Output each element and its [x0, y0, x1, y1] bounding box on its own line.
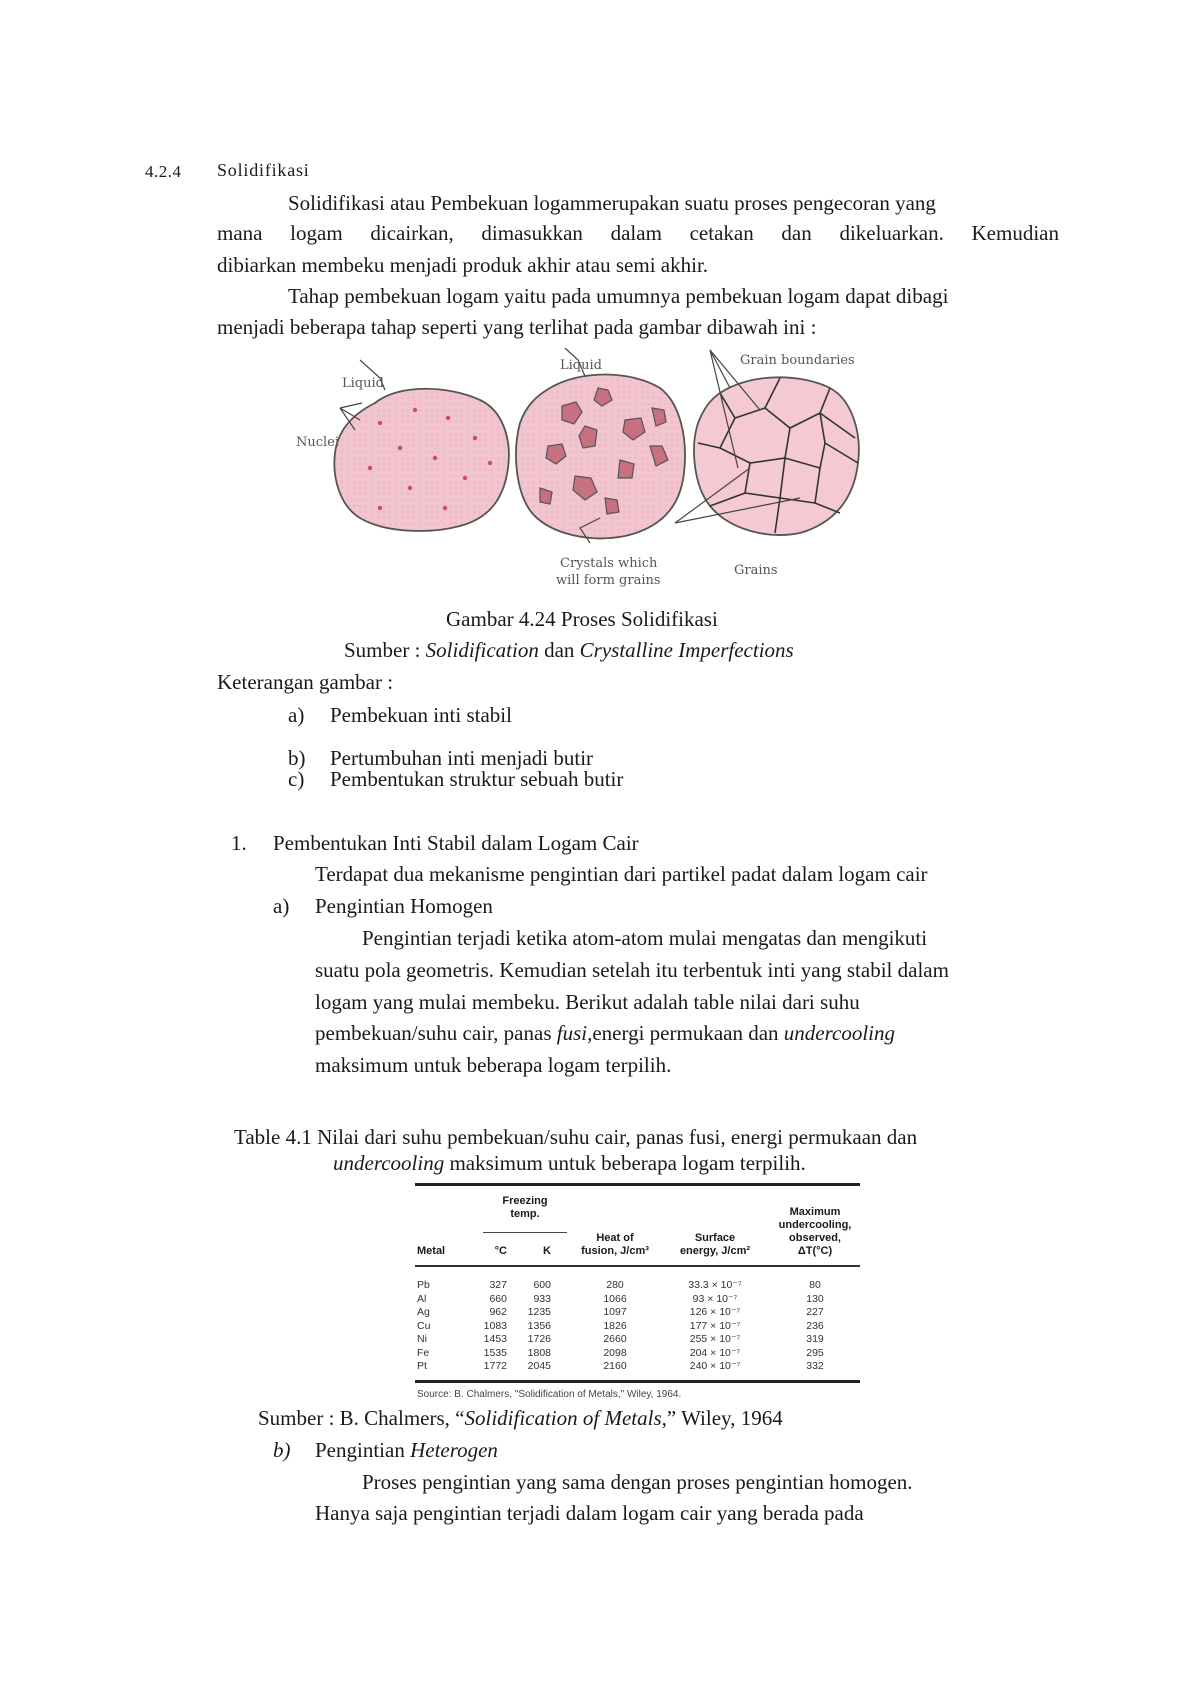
- label-crystals-line1: Crystals which: [560, 556, 658, 571]
- sub-b-line1: Proses pengintian yang sama dengan proses pengintian homogen.: [362, 1470, 913, 1494]
- table-top-rule: [415, 1183, 860, 1186]
- section-number: 4.2.4: [145, 162, 182, 181]
- table-cell-c: 1453: [483, 1333, 507, 1345]
- legend-marker-b: b): [288, 746, 306, 770]
- table-cell-k: 1808: [527, 1346, 551, 1359]
- table-cell-under: 130: [806, 1292, 824, 1305]
- table-cell-metal: Pt: [417, 1360, 427, 1372]
- sub1-title: Pembentukan Inti Stabil dalam Logam Cair: [273, 831, 639, 855]
- header-max-undercooling: Maximum undercooling, observed, ΔT(°C): [778, 1206, 852, 1257]
- section-title: Solidifikasi: [217, 160, 310, 180]
- intro-p1-line1: Solidifikasi atau Pembekuan logammerupakan suatu proses pengecoran yang: [288, 191, 936, 215]
- table-cell-k: 1235: [527, 1306, 551, 1318]
- label-grain-boundaries: Grain boundaries: [740, 353, 855, 368]
- sub1-a-line4: pembekuan/suhu cair, panas fusi,energi permukaan dan undercooling: [315, 1021, 896, 1045]
- table-cell-heat: 1066: [603, 1292, 627, 1305]
- table-cell-metal: Fe: [417, 1346, 430, 1359]
- table-cell-metal: Pb: [417, 1279, 430, 1291]
- table-cell-c: 1535: [483, 1346, 507, 1359]
- table-row: [415, 1306, 860, 1319]
- table-cell-c: 660: [489, 1292, 507, 1305]
- label-crystals-line2: will form grains: [556, 573, 661, 588]
- figure-caption: Gambar 4.24 Proses Solidifikasi: [446, 607, 718, 631]
- header-metal: Metal: [417, 1245, 446, 1257]
- legend-marker-c: c): [288, 767, 305, 791]
- sub1-a-line3: logam yang mulai membeku. Berikut adalah table nilai dari suhu: [315, 990, 860, 1014]
- intro-p1-line3: dibiarkan membeku menjadi produk akhir atau semi akhir.: [217, 253, 709, 277]
- table-cell-surface: 204 × 10⁻⁷: [689, 1346, 741, 1359]
- label-liquid-a: Liquid: [342, 376, 384, 391]
- table-cell-c: 1772: [483, 1360, 507, 1372]
- table-cell-k: 2045: [527, 1360, 551, 1372]
- header-surface: Surface energy, J/cm²: [679, 1232, 751, 1257]
- label-liquid-b: Liquid: [560, 358, 602, 373]
- header-kelvin: K: [543, 1245, 551, 1257]
- table-cell-heat: 2098: [603, 1346, 627, 1359]
- table-cell-heat: 2660: [603, 1333, 627, 1345]
- header-heat: Heat of fusion, J/cm³: [581, 1232, 649, 1257]
- sub-b-marker: b): [273, 1438, 291, 1462]
- table-row: [415, 1320, 860, 1333]
- table-cell-metal: Al: [417, 1292, 427, 1305]
- table-cell-metal: Ag: [417, 1306, 430, 1318]
- sub1-intro: Terdapat dua mekanisme pengintian dari partikel padat dalam logam cair: [315, 862, 928, 886]
- header-bottom-rule: [415, 1265, 860, 1267]
- label-nuclei: Nuclei: [296, 435, 340, 450]
- table-cell-surface: 126 × 10⁻⁷: [689, 1306, 741, 1318]
- table-cell-c: 1083: [483, 1319, 507, 1332]
- table-cell-metal: Cu: [417, 1319, 431, 1332]
- legend-item-c: Pembentukan struktur sebuah butir: [330, 767, 624, 791]
- intro-p2-line2: menjadi beberapa tahap seperti yang terlihat pada gambar dibawah ini :: [217, 315, 817, 339]
- legend-title: Keterangan gambar :: [217, 670, 394, 694]
- table-cell-k: 600: [533, 1279, 551, 1291]
- table-row: [415, 1360, 860, 1373]
- legend-marker-a: a): [288, 703, 305, 727]
- sub1-a-line5: maksimum untuk beberapa logam terpilih.: [315, 1053, 672, 1077]
- table-cell-surface: 33.3 × 10⁻⁷: [688, 1279, 742, 1291]
- sub1-a-title: Pengintian Homogen: [315, 894, 493, 918]
- table-cell-c: 327: [489, 1279, 507, 1291]
- legend-item-a: Pembekuan inti stabil: [330, 703, 512, 727]
- table-cell-c: 962: [489, 1306, 507, 1318]
- sub1-a-line2: suatu pola geometris. Kemudian setelah itu terbentuk inti yang stabil dalam: [315, 958, 949, 982]
- table-cell-heat: 280: [606, 1279, 624, 1291]
- table-footnote: Source: B. Chalmers, "Solidification of Metals," Wiley, 1964.: [417, 1389, 682, 1400]
- header-freezing: Freezing temp.: [502, 1195, 548, 1220]
- sub1-a-line1: Pengintian terjadi ketika atom-atom mulai mengatas dan mengikuti: [362, 926, 928, 950]
- table-cell-k: 933: [533, 1292, 551, 1305]
- table-cell-k: 1356: [527, 1319, 551, 1332]
- table-cell-heat: 1826: [603, 1319, 627, 1332]
- intro-p2-line1: Tahap pembekuan logam yaitu pada umumnya pembekuan logam dapat dibagi: [288, 284, 949, 308]
- table-cell-under: 295: [806, 1346, 824, 1359]
- header-celsius: °C: [494, 1245, 507, 1257]
- table-cell-surface: 255 × 10⁻⁷: [689, 1333, 741, 1345]
- table-cell-surface: 240 × 10⁻⁷: [689, 1360, 741, 1372]
- intro-p1-line2: mana logam dicairkan, dimasukkan dalam cetakan dan dikeluarkan. Kemudian: [217, 221, 1059, 245]
- header-freezing-rule: [483, 1232, 567, 1233]
- metals-table: [415, 1180, 860, 1405]
- label-grains: Grains: [734, 563, 778, 578]
- table-cell-under: 319: [806, 1333, 824, 1345]
- sub1-a-marker: a): [273, 894, 290, 918]
- table-caption-line2: undercooling maksimum untuk beberapa logam terpilih.: [333, 1151, 806, 1175]
- table-bottom-rule: [415, 1380, 860, 1383]
- table-cell-under: 236: [806, 1319, 824, 1332]
- table-cell-under: 80: [809, 1279, 821, 1291]
- table-cell-under: 227: [806, 1306, 824, 1318]
- table-source: Sumber : B. Chalmers, “Solidification of Metals,” Wiley, 1964: [258, 1406, 783, 1430]
- table-row: [415, 1347, 860, 1360]
- figure-source: Sumber : Solidification dan Crystalline Imperfections: [344, 638, 794, 662]
- solidification-figure: [280, 348, 920, 593]
- table-cell-k: 1726: [527, 1333, 551, 1345]
- table-cell-heat: 2160: [603, 1360, 627, 1372]
- sub1-marker: 1.: [231, 831, 247, 855]
- table-row: [415, 1293, 860, 1306]
- liquid-blob-a: [334, 389, 508, 531]
- legend-item-b: Pertumbuhan inti menjadi butir: [330, 746, 594, 770]
- table-cell-surface: 93 × 10⁻⁷: [692, 1292, 738, 1305]
- sub-b-title: Pengintian Heterogen: [315, 1438, 498, 1462]
- table-row: [415, 1279, 860, 1292]
- table-cell-metal: Ni: [417, 1333, 427, 1345]
- table-cell-under: 332: [806, 1360, 824, 1372]
- table-cell-surface: 177 × 10⁻⁷: [689, 1319, 741, 1332]
- sub-b-line2: Hanya saja pengintian terjadi dalam logam cair yang berada pada: [315, 1501, 864, 1525]
- table-caption-line1: Table 4.1 Nilai dari suhu pembekuan/suhu cair, panas fusi, energi permukaan dan: [234, 1125, 918, 1149]
- table-cell-heat: 1097: [603, 1306, 627, 1318]
- table-row: [415, 1333, 860, 1346]
